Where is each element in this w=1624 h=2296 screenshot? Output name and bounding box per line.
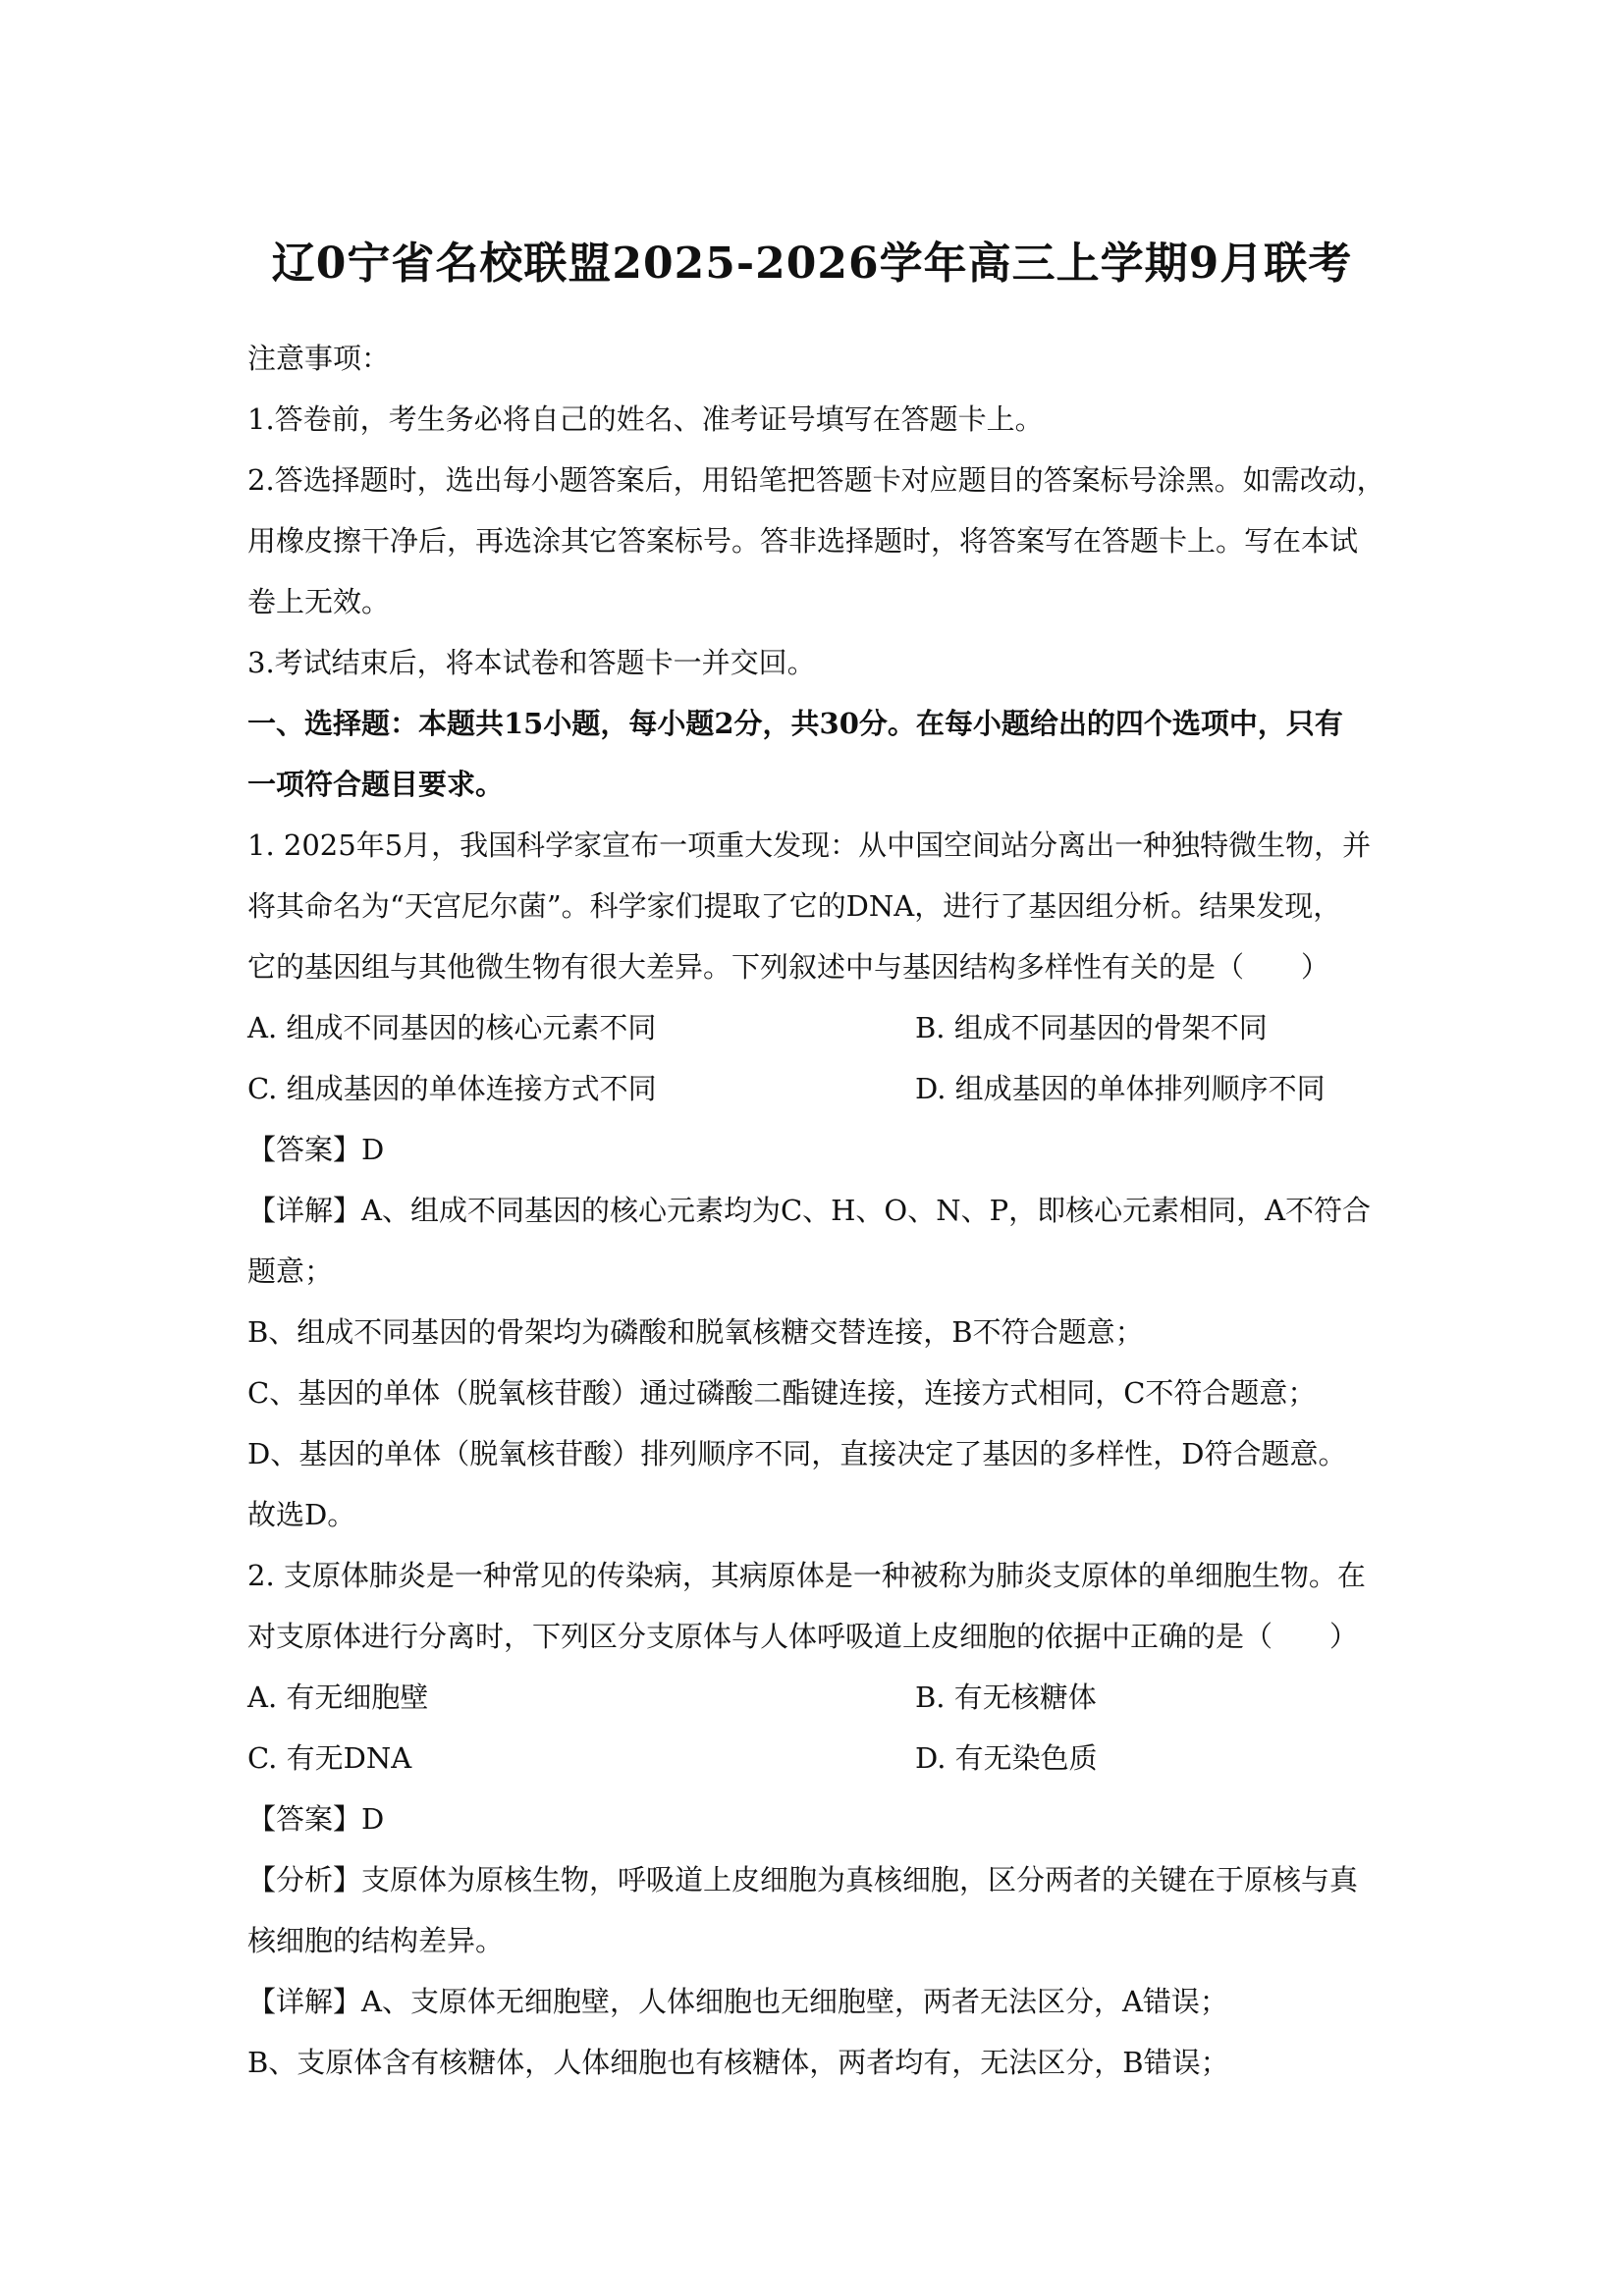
q2-options-row-2 [247,1728,1386,1789]
notice-heading: 注意事项： [247,342,391,375]
q2-detail-a: 【详解】A、支原体无细胞壁，人体细胞也无细胞壁，两者无法区分，A错误； [247,1985,1228,2018]
q2-analysis-line-2: 核细胞的结构差异。 [247,1924,505,1957]
q1-stem-line-3: 它的基因组与其他微生物有很大差异。下列叙述中与基因结构多样性有关的是（ ） [247,950,1330,984]
q2-stem-line-1: 2. 支原体肺炎是一种常见的传染病，其病原体是一种被称为肺炎支原体的单细胞生物。在 [247,1559,1366,1592]
notice-item-1: 1.答卷前，考生务必将自己的姓名、准考证号填写在答题卡上。 [247,402,1044,436]
q1-detail-d: D、基因的单体（脱氧核苷酸）排列顺序不同，直接决定了基因的多样性，D符合题意。 [247,1437,1347,1470]
q1-option-c: C. 组成基因的单体连接方式不同 [247,1072,657,1105]
q2-stem-line-2: 对支原体进行分离时，下列区分支原体与人体呼吸道上皮细胞的依据中正确的是（ ） [247,1620,1359,1653]
notice-item-2-line-1: 2.答选择题时，选出每小题答案后，用铅笔把答题卡对应题目的答案标号涂黑。如需改动， [247,463,1385,497]
q2-options-row-1 [247,1667,1386,1728]
q2-option-d: D. 有无染色质 [915,1741,1098,1775]
q2-option-b: B. 有无核糖体 [915,1681,1097,1714]
q2-answer: 【答案】D [247,1802,385,1836]
q2-option-a: A. 有无细胞壁 [247,1681,429,1714]
q2-analysis-line-1: 【分析】支原体为原核生物，呼吸道上皮细胞为真核细胞，区分两者的关键在于原核与真 [247,1863,1359,1896]
notice-item-2-line-3: 卷上无效。 [247,585,391,618]
q1-options-row-2 [247,1058,1386,1119]
q1-detail-b: B、组成不同基因的骨架均为磷酸和脱氧核糖交替连接，B不符合题意； [247,1315,1144,1349]
q1-options-row-1 [247,997,1386,1058]
notice-item-2-line-2: 用橡皮擦干净后，再选涂其它答案标号。答非选择题时，将答案写在答题卡上。写在本试 [247,524,1359,558]
q1-option-a: A. 组成不同基因的核心元素不同 [247,1011,657,1044]
q1-detail-line-1: 【详解】A、组成不同基因的核心元素均为C、H、O、N、P，即核心元素相同，A不符合 [247,1194,1372,1227]
q2-detail-b: B、支原体含有核糖体，人体细胞也有核糖体，两者均有，无法区分，B错误； [247,2046,1229,2079]
document-body [247,328,1386,2093]
section-heading-line-1: 一、选择题：本题共15小题，每小题2分，共30分。在每小题给出的四个选项中，只有 [247,707,1343,740]
q1-stem-line-1: 1. 2025年5月，我国科学家宣布一项重大发现：从中国空间站分离出一种独特微生物，并 [247,828,1372,862]
q1-stem-line-2: 将其命名为“天宫尼尔菌”。科学家们提取了它的DNA，进行了基因组分析。结果发现， [247,889,1342,923]
q2-option-c: C. 有无DNA [247,1741,412,1775]
q1-detail-c: C、基因的单体（脱氧核苷酸）通过磷酸二酯键连接，连接方式相同，C不符合题意； [247,1376,1317,1410]
q1-detail-line-2: 题意； [247,1255,334,1288]
section-heading-line-2: 一项符合题目要求。 [247,768,505,801]
q1-option-b: B. 组成不同基因的骨架不同 [915,1011,1268,1044]
page-title: 辽0宁省名校联盟2025-2026学年高三上学期9月联考 [271,239,1353,289]
q1-conclusion: 故选D。 [247,1498,356,1531]
q1-answer: 【答案】D [247,1133,385,1166]
notice-item-3: 3.考试结束后，将本试卷和答题卡一并交回。 [247,646,816,679]
q1-option-d: D. 组成基因的单体排列顺序不同 [915,1072,1326,1105]
